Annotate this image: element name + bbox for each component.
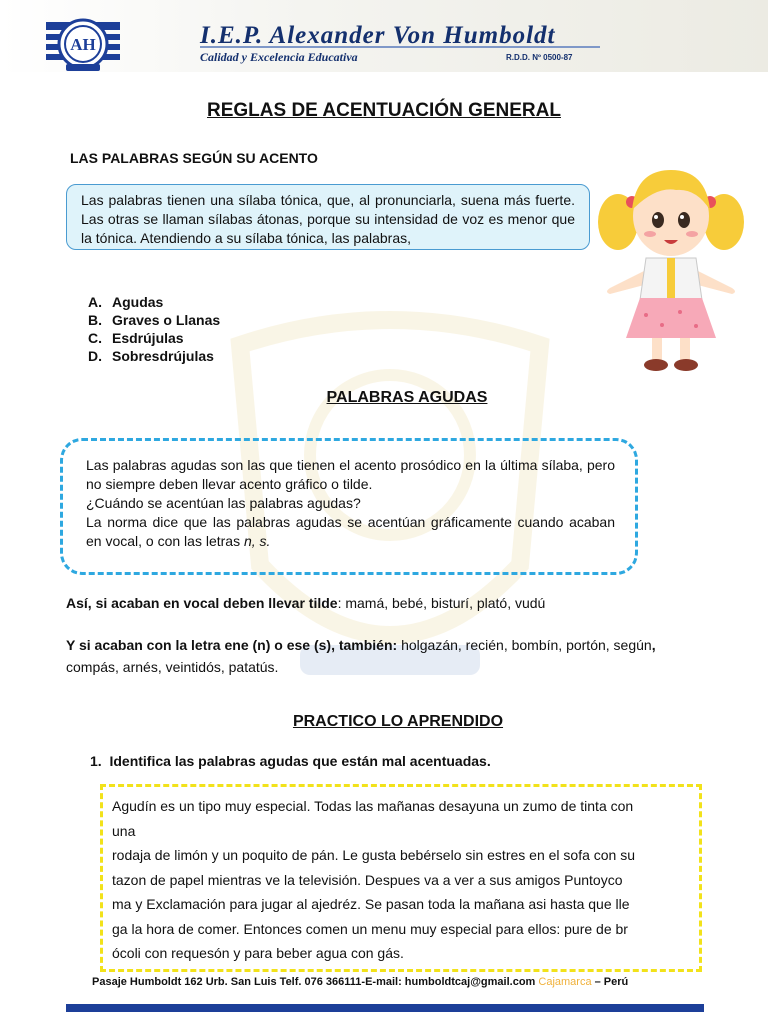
agudas-definition-box — [60, 438, 638, 575]
practice-text-box — [100, 784, 702, 972]
list-item: A. Agudas — [88, 294, 164, 310]
practice-line: ócoli con requesón y para beber agua con gás. — [112, 945, 404, 961]
practice-line: una — [112, 822, 136, 839]
school-name: I.E.P. Alexander Von Humboldt — [200, 22, 556, 49]
vowel-rule: Así, si acaban en vocal deben llevar tilde: mamá, bebé, bisturí, plató, vudú — [66, 595, 546, 611]
practice-line: tazon de papel mientras ve la televisión. Despues va a ver a sus amigos Puntoyco — [112, 871, 623, 888]
list-item: B. Graves o Llanas — [88, 312, 221, 328]
practice-line: Agudín es un tipo muy especial. Todas las mañanas desayuna un zumo de tinta con — [112, 798, 634, 814]
footer-address: Pasaje Humboldt 162 Urb. San Luis Telf. 076 366111-E-mail: humboldtcaj@gmail.com Cajamarca – Perú — [92, 976, 629, 988]
accent-types-list — [88, 293, 220, 365]
intro-text: Las palabras tienen una sílaba tónica, que, al pronunciarla, suena más fuerte. Las otras se llaman sílabas átonas, porque su intensidad de voz es menor que la tónica. Atendiendo a su sílaba tónica, las palabras, — [81, 192, 575, 246]
section-subtitle: LAS PALABRAS SEGÚN SU ACENTO — [70, 150, 318, 166]
logo-letters: AH — [70, 35, 96, 54]
page-title: REGLAS DE ACENTUACIÓN GENERAL — [207, 100, 561, 121]
agudas-question: ¿Cuándo se acentúan las palabras agudas? — [86, 495, 361, 511]
footer-city: Cajamarca — [538, 976, 592, 988]
agudas-letters: n, s. — [243, 533, 271, 549]
practice-line: ga la hora de comer. Entonces comen un menu muy especial para ellos: pure de br — [112, 920, 628, 937]
list-item: C. Esdrújulas — [88, 330, 184, 346]
ns-rule: Y si acaban con la letra ene (n) o ese (s), también: holgazán, recién, bombín, portón, según, compás, arnés, veintidós, patatús. — [66, 637, 656, 675]
school-motto: Calidad y Excelencia Educativa — [200, 50, 358, 64]
resolution-number: R.D.D. Nº 0500-87 — [506, 53, 573, 62]
practice-line: ma y Exclamación para jugar al ajedréz. Se pasan toda la mañana asi hasta que lle — [112, 896, 630, 912]
cartoon-girl-icon — [596, 160, 746, 375]
intro-box — [66, 184, 590, 250]
section-heading-agudas: PALABRAS AGUDAS — [326, 389, 488, 406]
agudas-norm: La norma dice que las palabras agudas se acentúan gráficamente cuando acaban en vocal, o con las letras n, s. — [86, 514, 615, 549]
agudas-definition: Las palabras agudas son las que tienen el acento prosódico en la última sílaba, pero no siempre deben llevar acento gráfico o tilde. — [86, 457, 615, 492]
exercise-question: 1. Identifica las palabras agudas que están mal acentuadas. — [90, 753, 491, 769]
list-item: D. Sobresdrújulas — [88, 348, 214, 364]
section-heading-practice: PRACTICO LO APRENDIDO — [292, 713, 504, 730]
practice-line: rodaja de limón y un poquito de pán. Le gusta bebérselo sin estres en el sofa con su — [112, 847, 636, 863]
footer-bar — [66, 1004, 704, 1012]
school-crest-icon — [44, 16, 122, 72]
